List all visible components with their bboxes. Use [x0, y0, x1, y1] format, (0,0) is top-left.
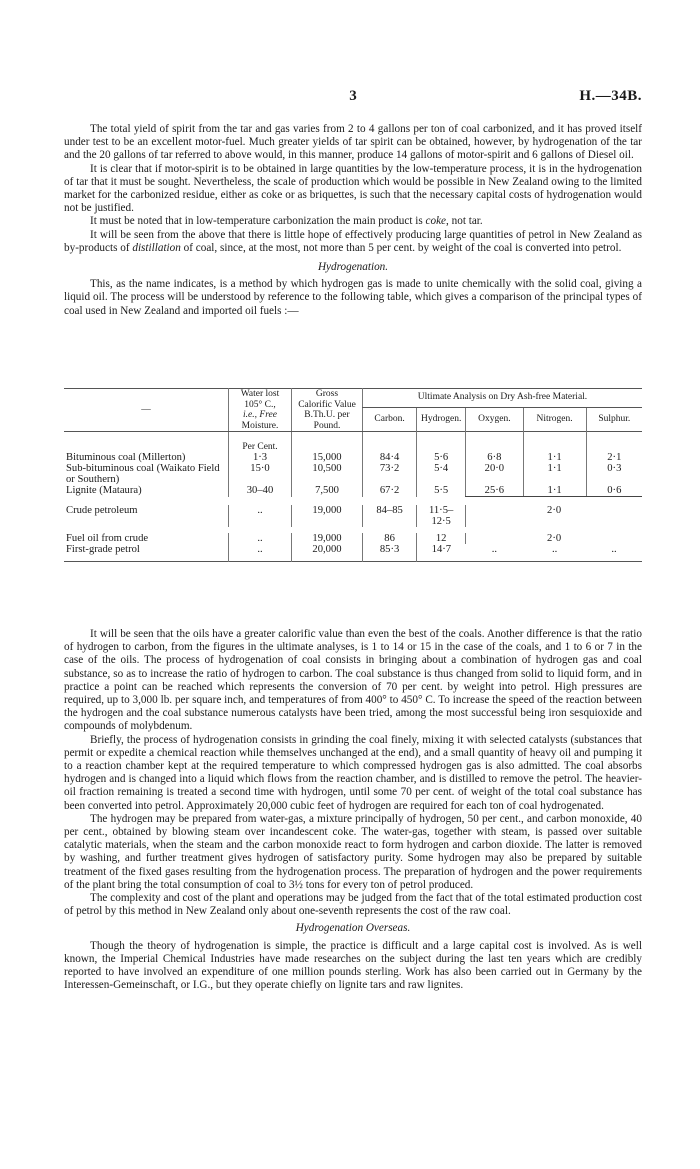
unit-note: Per Cent. [229, 432, 292, 453]
table-row [64, 463, 642, 485]
paragraph: The total yield of spirit from the tar and gas varies from 2 to 4 gallons per ton of coal carbonized, and it has proved itself under test to be an excellent motor-fuel. Much greater yields of tar spirit can be obtained, however, by hydrogenation of the tar and the 20 gallons of tar referred to above would, in this manner, produce 14 gallons of motor-spirit and 6 gallons of Diesel oil. [64, 123, 642, 162]
paragraph: The hydrogen may be prepared from water-gas, a mixture principally of hydrogen, 50 per cent., and carbon monoxide, 40 per cent., obtained by blowing steam over incandescent coke. The water-gas, together with steam, is passed over suitable catalytic materials, when the steam and the carbon monoxide react to form hydrogen and carbon dioxide. The latter is removed by washing, and further treatment gives hydrogen of satisfactory purity. Some hydrogen may also be prepared by suitable treatment of the fixed gases resulting from the hydrogenation process. The preparation of hydrogen and the power requirements of the plant bring the total consumption of coal to 3½ tons for every ton of petrol produced. [64, 812, 642, 891]
cell-oxygen: 25·6 [466, 485, 523, 497]
column-header-gross [292, 389, 363, 432]
cell-hydrogen: 12 [417, 533, 466, 544]
cell-hydrogen: 5·4 [417, 463, 466, 485]
document-reference: H.—34B. [579, 88, 642, 104]
paragraph: This, as the name indicates, is a method by which hydrogen gas is made to unite chemically with the solid coal, giving a liquid oil. The process will be understood by reference to the following table, which gives a comparison of the principal types of coal used in New Zealand and imported oil fuels :— [64, 278, 642, 317]
cell-carbon: 73·2 [363, 463, 417, 485]
cell-water: 15·0 [229, 463, 292, 485]
coal-comparison-table [64, 388, 642, 562]
text-span: , not tar. [446, 215, 483, 228]
table-row [64, 533, 642, 544]
header-line: Gross [315, 389, 339, 399]
row-name: First-grade petrol [66, 544, 140, 555]
paragraph: Though the theory of hydrogenation is simple, the practice is difficult and a large capital cost is involved. As is well known, the Imperial Chemical Industries have made researches on the subject during the last ten years which are credibly reported to have involved an expenditure of one million pounds sterling. Work has also been carried out in Germany by the Interessen-Gemeinschaft, or I.G., but they operate chiefly on lignite tars and raw lignites. [64, 939, 642, 992]
paragraph: The complexity and cost of the plant and operations may be judged from the fact that of the total estimated production cost of petrol by this method in New Zealand only about one-seventh represents the cost of the raw coal. [64, 892, 642, 918]
row-name: Fuel oil from crude [66, 533, 149, 544]
cell-hydrogen: 11·5– 12·5 [417, 505, 466, 527]
cell-gross: 19,000 [292, 505, 363, 527]
cell-hydrogen: 5·6 [417, 452, 466, 463]
header-line: Water lost [240, 389, 280, 399]
row-name: Bituminous coal (Millerton) [66, 452, 186, 463]
cell-gross: 7,500 [292, 485, 363, 497]
cell-oxygen: .. [491, 544, 497, 555]
cell-water: 1·3 [229, 452, 292, 463]
table-row [64, 452, 642, 463]
cell-gross: 10,500 [292, 463, 363, 485]
cell-water: .. [229, 505, 292, 527]
column-header-sulphur: Sulphur. [586, 407, 642, 431]
cell-oxygen: 20·0 [466, 463, 523, 485]
paragraph [64, 229, 642, 255]
cell-sulphur: 2·1 [586, 452, 642, 463]
table-corner: — [64, 389, 229, 432]
column-header-water [229, 389, 292, 432]
header-line: 105° C., [244, 399, 276, 410]
cell-nitrogen: 1·1 [523, 463, 586, 485]
cell-sulphur: 0·6 [586, 485, 642, 497]
cell-water: .. [229, 533, 292, 544]
cell-carbon: 86 [363, 533, 417, 544]
cell-combined: 2·0 [466, 505, 642, 527]
cell-hydrogen: 14·7 [417, 544, 466, 562]
cell-hydrogen: 5·5 [417, 485, 466, 497]
paragraph: Briefly, the process of hydrogenation consists in grinding the coal finely, mixing it with selected catalysts (substances that permit or expedite a chemical reaction while themselves unchanged at the end), and a small quantity of heavy oil and pumping it to a reaction chamber kept at the required temperature to which compressed hydrogen gas is also admitted. The coal absorbs hydrogen and is changed into a liquid which flows from the reaction chamber, and is distilled to remove the petrol. The heavier-oil fraction remaining is treated a second time with hydrogen, until some 70 per cent. of weight of the total coal substance has been converted into petrol. Approximately 20,000 cubic feet of hydrogen are required for each ton of coal hydrogenated. [64, 733, 642, 812]
table-row [64, 485, 642, 497]
cell-nitrogen: 1·1 [523, 485, 586, 497]
cell-gross: 15,000 [292, 452, 363, 463]
table-row [64, 505, 642, 527]
text-span: It must be noted that in low-temperature carbonization the main product is [90, 215, 426, 228]
cell-water: .. [229, 544, 292, 562]
row-name: Crude petroleum [66, 505, 138, 516]
emphasis-distillation: distillation [132, 241, 181, 254]
section-heading: Hydrogenation. [317, 261, 389, 274]
text-span: It will be seen from the above that there is little hope of effectively producing large quantities of petrol in New Zealand as by-products of [64, 228, 642, 254]
paragraph: It is clear that if motor-spirit is to be obtained in large quantities by the low-temperature process, it is in the hydrogenation of tar that it must be sought. Nevertheless, the scale of production which would be possible in New Zealand owing to the limited market for the carbonized residue, either as coke or as briquettes, is such that the necessary capital costs of hydrogenation would not be justified. [64, 162, 642, 215]
row-name: Sub-bituminous coal (Waikato Field or Southern) [66, 463, 220, 485]
header-line: B.Th.U. per [304, 410, 350, 420]
header-line: i.e., Free [243, 410, 277, 420]
cell-sulphur: .. [611, 544, 617, 555]
table-row [64, 544, 642, 562]
cell-carbon: 84–85 [363, 505, 417, 527]
cell-water: 30–40 [229, 485, 292, 497]
column-header-oxygen: Oxygen. [466, 407, 523, 431]
text-span: of coal, since, at the most, not more than 5 per cent. by weight of the coal is converted into petrol. [180, 241, 622, 254]
cell-carbon: 67·2 [363, 485, 417, 497]
cell-oxygen: 6·8 [466, 452, 523, 463]
emphasis-coke: coke [425, 215, 447, 228]
paragraph [64, 215, 642, 228]
cell-nitrogen: .. [551, 544, 558, 555]
header-line: Moisture. [241, 420, 279, 431]
cell-carbon: 85·3 [363, 544, 417, 562]
header-line: Pound. [313, 420, 341, 431]
header-line: Calorific Value [298, 399, 356, 410]
cell-sulphur: 0·3 [586, 463, 642, 485]
ultimate-analysis-heading: Ultimate Analysis on Dry Ash-free Material. [363, 389, 643, 408]
section-heading: Hydrogenation Overseas. [295, 922, 411, 935]
page-header [64, 88, 642, 110]
column-header-nitrogen: Nitrogen. [523, 407, 586, 431]
cell-gross: 20,000 [292, 544, 363, 562]
intro-section [64, 123, 642, 318]
cell-carbon: 84·4 [363, 452, 417, 463]
cell-combined: 2·0 [466, 533, 642, 544]
row-name: Lignite (Mataura) [66, 485, 142, 496]
page-number: 3 [349, 88, 357, 104]
paragraph: It will be seen that the oils have a greater calorific value than even the best of the coals. Another difference is that the ratio of hydrogen to carbon, from the figures in the ultimate analyses, is 1 to 14 or 15 in the case of the coals, and 1 to 6 or 7 in the case of the oils. The process of hydrogenation of coal consists in bringing about a combination of hydrogen gas and coal substance, so as to increase the ratio of hydrogen to carbon. The coal substance is thus changed from solid to liquid form, and in practice a point can be reached which represents the conversion of 70 per cent. by weight into petrol. High pressures are required, up to 3,000 lb. per square inch, and temperatures of from 400° to 450° C. To increase the speed of the reaction between the hydrogen and the coal substance numerous catalysts have been tried, among the most successful being iron sesquioxide and compounds of molybdenum. [64, 628, 642, 733]
cell-gross: 19,000 [292, 533, 363, 544]
main-body [64, 628, 642, 992]
column-header-hydrogen: Hydrogen. [417, 407, 466, 431]
cell-nitrogen: 1·1 [523, 452, 586, 463]
column-header-carbon: Carbon. [363, 407, 417, 431]
